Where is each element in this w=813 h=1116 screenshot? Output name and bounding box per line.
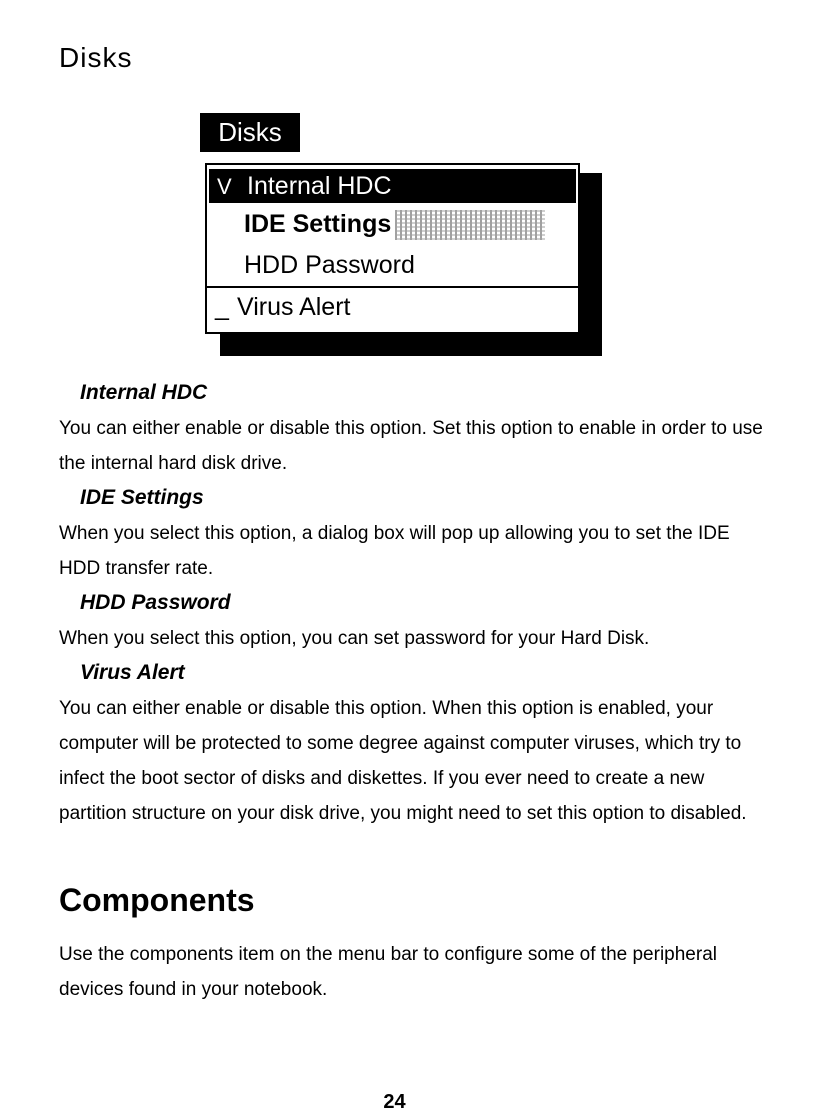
section-heading-hdd-password: HDD Password	[80, 591, 231, 614]
check-mark-icon: V	[217, 174, 232, 199]
section-text-ide-settings: When you select this option, a dialog box will pop up allowing you to set the IDE HDD transfer rate.	[59, 523, 730, 579]
menu-divider	[207, 286, 578, 288]
section-heading-virus-alert: Virus Alert	[80, 661, 185, 684]
menu-item-virus-alert[interactable]	[207, 290, 578, 324]
menu-item-label: Virus Alert	[237, 293, 351, 321]
menu-title: Disks	[200, 113, 300, 152]
disks-menu	[205, 163, 580, 334]
section-heading-ide-settings: IDE Settings	[80, 486, 204, 509]
page-number: 24	[383, 1091, 406, 1113]
menu-item-ide-settings[interactable]	[207, 207, 578, 241]
menu-item-label: IDE Settings	[244, 210, 392, 238]
dither-pattern	[395, 210, 545, 240]
section-text-hdd-password: When you select this option, you can set password for your Hard Disk.	[59, 628, 650, 649]
page-title: Disks	[59, 42, 133, 73]
menu-item-label: Internal HDC	[247, 172, 392, 200]
menu-item-label: HDD Password	[244, 251, 415, 279]
section-text-virus-alert: You can either enable or disable this option. When this option is enabled, your computer will be protected to some degree against computer viruses, which try to infect the boot sector of disks and diskettes. If you ever need to create a new partition structure on your disk drive, you might need to set this option to disabled.	[59, 698, 747, 824]
section-text-internal-hdc: You can either enable or disable this option. Set this option to enable in order to use the internal hard disk drive.	[59, 418, 763, 474]
menu-item-hdd-password[interactable]	[207, 248, 578, 282]
section-heading-internal-hdc: Internal HDC	[80, 381, 208, 404]
components-heading: Components	[59, 882, 255, 918]
menu-item-internal-hdc[interactable]	[209, 169, 576, 203]
components-text: Use the components item on the menu bar to configure some of the peripheral devices found in your notebook.	[59, 944, 717, 1000]
unchecked-mark-icon: _	[215, 293, 229, 321]
